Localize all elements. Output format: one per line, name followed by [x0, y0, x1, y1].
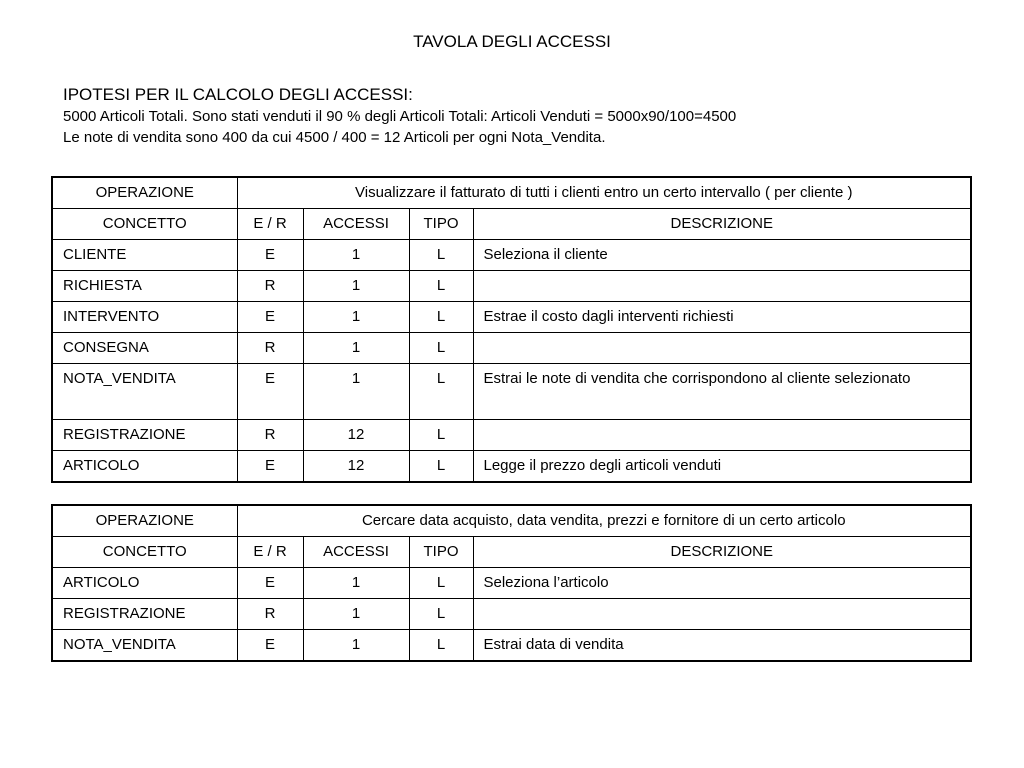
- table-row: [52, 568, 971, 599]
- cell-tipo: L: [409, 420, 473, 451]
- cell-accessi: 1: [303, 333, 409, 364]
- cell-accessi: 1: [303, 630, 409, 662]
- cell-er: E: [237, 451, 303, 483]
- cell-tipo: L: [409, 599, 473, 630]
- cell-descrizione: Legge il prezzo degli articoli venduti: [473, 451, 971, 483]
- cell-concetto: NOTA_VENDITA: [52, 630, 237, 662]
- operation-description: Visualizzare il fatturato di tutti i clienti entro un certo intervallo ( per cliente ): [237, 177, 971, 209]
- access-table-2: [51, 504, 972, 662]
- table-row: [52, 271, 971, 302]
- table-row: [52, 420, 971, 451]
- cell-concetto: REGISTRAZIONE: [52, 420, 237, 451]
- cell-descrizione: Estrae il costo dagli interventi richiesti: [473, 302, 971, 333]
- cell-tipo: L: [409, 271, 473, 302]
- table-row: [52, 333, 971, 364]
- cell-accessi: 1: [303, 240, 409, 271]
- cell-accessi: 1: [303, 271, 409, 302]
- cell-descrizione: Seleziona il cliente: [473, 240, 971, 271]
- cell-tipo: L: [409, 630, 473, 662]
- cell-er: E: [237, 364, 303, 420]
- operation-description: Cercare data acquisto, data vendita, prezzi e fornitore di un certo articolo: [237, 505, 971, 537]
- cell-er: E: [237, 302, 303, 333]
- hypotheses-line-1: 5000 Articoli Totali. Sono stati venduti il 90 % degli Articoli Totali: Articoli Venduti = 5000x90/100=4500: [63, 108, 737, 125]
- cell-tipo: L: [409, 333, 473, 364]
- header-row: [52, 537, 971, 568]
- cell-accessi: 1: [303, 599, 409, 630]
- header-er: E / R: [237, 209, 303, 240]
- cell-concetto: RICHIESTA: [52, 271, 237, 302]
- cell-concetto: INTERVENTO: [52, 302, 237, 333]
- operation-label: OPERAZIONE: [52, 177, 237, 209]
- cell-accessi: 1: [303, 364, 409, 420]
- cell-tipo: L: [409, 451, 473, 483]
- cell-descrizione: [473, 333, 971, 364]
- cell-descrizione: Estrai data di vendita: [473, 630, 971, 662]
- cell-concetto: ARTICOLO: [52, 568, 237, 599]
- header-descrizione: DESCRIZIONE: [473, 537, 971, 568]
- operation-label: OPERAZIONE: [52, 505, 237, 537]
- header-er: E / R: [237, 537, 303, 568]
- cell-er: E: [237, 568, 303, 599]
- cell-concetto: CLIENTE: [52, 240, 237, 271]
- operation-row: [52, 177, 971, 209]
- cell-concetto: ARTICOLO: [52, 451, 237, 483]
- cell-accessi: 1: [303, 302, 409, 333]
- hypotheses-heading: IPOTESI PER IL CALCOLO DEGLI ACCESSI:: [63, 85, 413, 104]
- table-row: [52, 599, 971, 630]
- cell-tipo: L: [409, 302, 473, 333]
- cell-er: E: [237, 240, 303, 271]
- cell-tipo: L: [409, 240, 473, 271]
- cell-accessi: 12: [303, 451, 409, 483]
- table-row: [52, 240, 971, 271]
- cell-er: R: [237, 420, 303, 451]
- operation-row: [52, 505, 971, 537]
- cell-er: E: [237, 630, 303, 662]
- cell-er: R: [237, 599, 303, 630]
- cell-tipo: L: [409, 568, 473, 599]
- cell-tipo: L: [409, 364, 473, 420]
- cell-concetto: CONSEGNA: [52, 333, 237, 364]
- header-descrizione: DESCRIZIONE: [473, 209, 971, 240]
- table-row: [52, 364, 971, 420]
- cell-descrizione: Seleziona l’articolo: [473, 568, 971, 599]
- header-concetto: CONCETTO: [52, 537, 237, 568]
- header-accessi: ACCESSI: [303, 209, 409, 240]
- table-row: [52, 302, 971, 333]
- cell-descrizione: [473, 271, 971, 302]
- cell-er: R: [237, 333, 303, 364]
- cell-descrizione: [473, 420, 971, 451]
- table-row: [52, 451, 971, 483]
- cell-er: R: [237, 271, 303, 302]
- cell-descrizione: Estrai le note di vendita che corrispondono al cliente selezionato: [473, 364, 971, 420]
- table-row: [52, 630, 971, 662]
- page-title: TAVOLA DEGLI ACCESSI: [413, 32, 611, 51]
- cell-accessi: 12: [303, 420, 409, 451]
- header-tipo: TIPO: [409, 209, 473, 240]
- header-row: [52, 209, 971, 240]
- cell-accessi: 1: [303, 568, 409, 599]
- hypotheses-block: [63, 84, 963, 148]
- header-concetto: CONCETTO: [52, 209, 237, 240]
- header-accessi: ACCESSI: [303, 537, 409, 568]
- header-tipo: TIPO: [409, 537, 473, 568]
- hypotheses-line-2: Le note di vendita sono 400 da cui 4500 / 400 = 12 Articoli per ogni Nota_Vendita.: [63, 129, 606, 146]
- cell-descrizione: [473, 599, 971, 630]
- access-table-1: [51, 176, 972, 483]
- cell-concetto: REGISTRAZIONE: [52, 599, 237, 630]
- cell-concetto: NOTA_VENDITA: [52, 364, 237, 420]
